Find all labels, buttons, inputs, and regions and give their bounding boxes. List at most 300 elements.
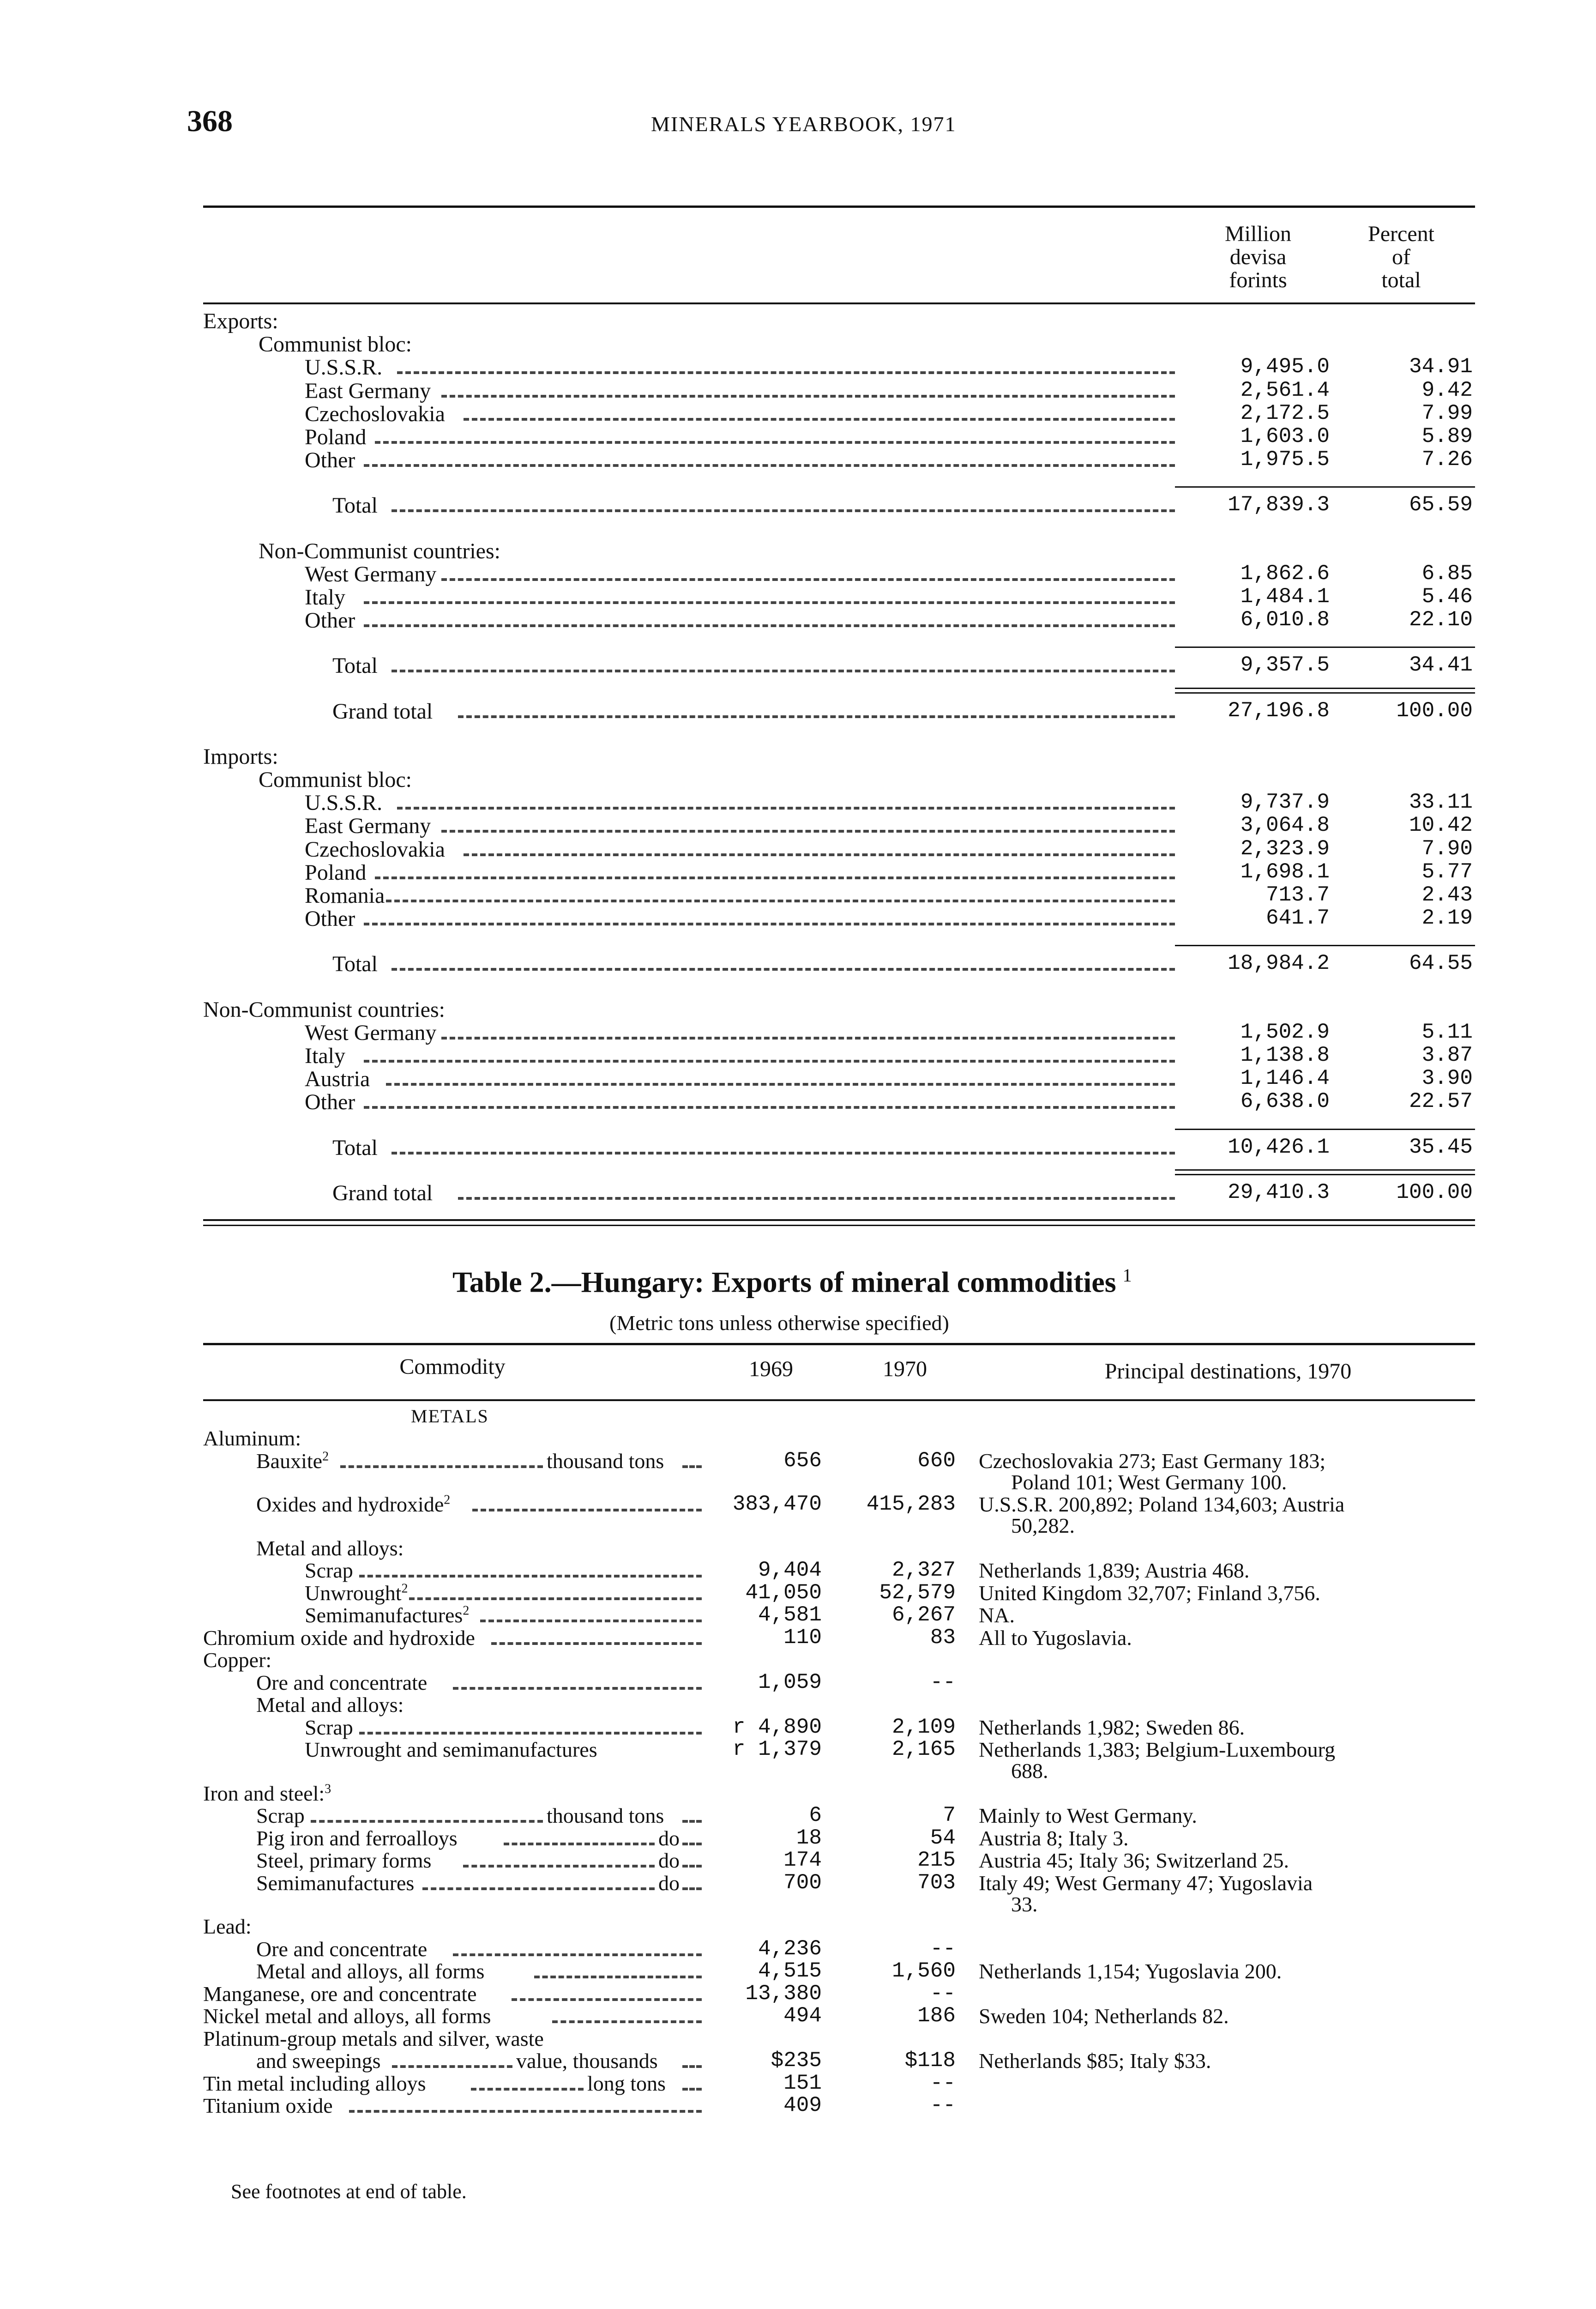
row-label: U.S.S.R. xyxy=(305,355,383,380)
value-percent: 7.90 xyxy=(1421,836,1473,861)
leader-dots xyxy=(397,807,1175,810)
table-row xyxy=(0,1089,1596,1113)
table-row xyxy=(0,883,1596,907)
row-label: Italy xyxy=(305,585,345,610)
table-row xyxy=(0,1492,1596,1537)
table2-header-rule xyxy=(203,1399,1475,1401)
table-row xyxy=(0,1180,1596,1204)
table-row xyxy=(0,538,1596,562)
commodity-label xyxy=(203,1626,475,1650)
table-row xyxy=(0,2049,1596,2073)
footnote-ref: 2 xyxy=(322,1449,329,1464)
value-percent: 7.99 xyxy=(1421,401,1473,425)
table-row xyxy=(0,1803,1596,1827)
col-header-line: of xyxy=(1392,245,1410,269)
value-1969: 110 xyxy=(783,1625,822,1650)
value-million-forints: 10,426.1 xyxy=(1228,1135,1330,1159)
value-million-forints: 29,410.3 xyxy=(1228,1180,1330,1204)
destination-text: Netherlands $85; Italy $33. xyxy=(979,2049,1211,2073)
subtotal-rule xyxy=(1175,1129,1475,1130)
table-row xyxy=(0,997,1596,1021)
table-row xyxy=(0,1020,1596,1044)
row-label: Total xyxy=(332,493,378,518)
commodity-label xyxy=(203,2004,491,2028)
commodity-name: Manganese, ore and concentrate xyxy=(203,1982,477,2006)
commodity-name: Oxides and hydroxide xyxy=(256,1493,444,1516)
commodity-name: Titanium oxide xyxy=(203,2094,333,2117)
commodity-label xyxy=(256,1670,427,1695)
footnote: See footnotes at end of table. xyxy=(231,2180,467,2203)
commodity-name: Scrap xyxy=(305,1715,353,1739)
unit-label: long tons xyxy=(587,2071,666,2095)
col-header-line: Percent xyxy=(1368,222,1434,246)
commodity-label xyxy=(305,1603,469,1627)
commodity-name: Semimanufactures xyxy=(256,1871,415,1895)
footnote-ref: 2 xyxy=(444,1493,451,1507)
value-1970: 52,579 xyxy=(879,1580,956,1605)
commodity-name: Platinum-group metals and silver, waste xyxy=(203,2026,544,2050)
commodity-label xyxy=(305,1737,597,1762)
table-row xyxy=(0,355,1596,379)
leader-dots xyxy=(364,1106,1175,1109)
row-label: Other xyxy=(305,448,355,473)
value-1969: 174 xyxy=(783,1848,822,1872)
destination-text: Netherlands 1,154; Yugoslavia 200. xyxy=(979,1959,1282,1983)
table-row xyxy=(0,1558,1596,1582)
table-row xyxy=(0,1135,1596,1159)
value-percent: 35.45 xyxy=(1409,1135,1473,1159)
leader-dots xyxy=(441,830,1175,833)
value-1969: 4,581 xyxy=(758,1603,822,1627)
subtotal-rule xyxy=(1175,486,1475,488)
row-label: Imports: xyxy=(203,744,278,769)
value-percent: 6.85 xyxy=(1421,561,1473,586)
table-row xyxy=(0,308,1596,332)
commodity-label xyxy=(256,1803,305,1828)
value-percent: 2.19 xyxy=(1421,906,1473,931)
value-million-forints: 6,638.0 xyxy=(1240,1089,1330,1114)
value-percent: 22.57 xyxy=(1409,1089,1473,1114)
row-label: Grand total xyxy=(332,699,433,724)
commodity-label xyxy=(203,2071,426,2096)
col-header-line: forints xyxy=(1229,268,1287,292)
table-row xyxy=(0,424,1596,448)
value-million-forints: 9,357.5 xyxy=(1240,653,1330,677)
value-percent: 2.43 xyxy=(1421,883,1473,907)
value-1969: 656 xyxy=(783,1448,822,1473)
destination-text: NA. xyxy=(979,1603,1015,1627)
value-1969: 700 xyxy=(783,1870,822,1895)
value-million-forints: 9,495.0 xyxy=(1240,355,1330,379)
destination-text: United Kingdom 32,707; Finland 3,756. xyxy=(979,1581,1320,1605)
value-percent: 65.59 xyxy=(1409,493,1473,517)
row-label: Total xyxy=(332,1135,378,1160)
value-percent: 64.55 xyxy=(1409,951,1473,976)
row-label: Non-Communist countries: xyxy=(203,997,445,1022)
table-row xyxy=(0,767,1596,791)
table-row xyxy=(0,653,1596,677)
leader-dots xyxy=(534,1976,702,1978)
commodity-label xyxy=(203,1648,271,1672)
leader-dots xyxy=(682,1465,702,1468)
col-header-line: Million xyxy=(1224,222,1292,246)
value-1969: r 1,379 xyxy=(732,1737,822,1761)
value-percent: 34.91 xyxy=(1409,355,1473,379)
commodity-label xyxy=(256,2049,381,2073)
value-million-forints: 641.7 xyxy=(1265,906,1330,931)
value-million-forints: 1,603.0 xyxy=(1240,424,1330,448)
table-row xyxy=(0,1781,1596,1805)
value-1970: 186 xyxy=(917,2004,956,2028)
commodity-name: Metal and alloys: xyxy=(256,1536,404,1560)
commodity-name: Copper: xyxy=(203,1648,272,1672)
leader-dots xyxy=(349,2110,702,2113)
leader-dots xyxy=(472,1509,702,1511)
table-row xyxy=(0,790,1596,814)
value-1969: $235 xyxy=(771,2049,822,2073)
value-million-forints: 1,138.8 xyxy=(1240,1043,1330,1067)
col-header-1969: 1969 xyxy=(749,1357,793,1381)
value-million-forints: 3,064.8 xyxy=(1240,813,1330,838)
leader-dots xyxy=(359,1575,702,1578)
commodity-name: Aluminum: xyxy=(203,1427,301,1450)
leader-dots xyxy=(682,2088,702,2091)
leader-dots xyxy=(471,2088,584,2091)
commodity-name: Unwrought and semimanufactures xyxy=(305,1738,597,1761)
value-1970: $118 xyxy=(904,2049,956,2073)
value-1970: 2,109 xyxy=(891,1715,956,1739)
commodity-label xyxy=(203,1914,252,1939)
commodity-label xyxy=(256,1449,329,1473)
leader-dots xyxy=(409,1597,702,1600)
table-row xyxy=(0,447,1596,471)
value-million-forints: 1,502.9 xyxy=(1240,1020,1330,1044)
leader-dots xyxy=(375,441,1175,444)
destination-text: 50,282. xyxy=(1011,1514,1075,1537)
destination-text: U.S.S.R. 200,892; Poland 134,603; Austria xyxy=(979,1493,1345,1516)
table-row xyxy=(0,837,1596,861)
value-million-forints: 2,561.4 xyxy=(1240,378,1330,402)
leader-dots xyxy=(453,1687,702,1690)
footnote-ref: 2 xyxy=(401,1581,408,1596)
value-million-forints: 1,698.1 xyxy=(1240,859,1330,884)
destination-text: Netherlands 1,982; Sweden 86. xyxy=(979,1715,1245,1739)
value-percent: 100.00 xyxy=(1396,1180,1473,1204)
leader-dots xyxy=(682,2065,702,2068)
col-header-line: devisa xyxy=(1229,245,1287,269)
table-row xyxy=(0,906,1596,930)
value-percent: 3.87 xyxy=(1421,1043,1473,1067)
value-1970: -- xyxy=(930,1670,956,1694)
row-label: Communist bloc: xyxy=(259,332,412,357)
destination-text: Netherlands 1,839; Austria 468. xyxy=(979,1559,1250,1582)
destination-text: All to Yugoslavia. xyxy=(979,1626,1132,1650)
value-percent: 5.11 xyxy=(1421,1020,1473,1044)
table-row xyxy=(0,951,1596,975)
value-1969: 151 xyxy=(783,2071,822,2095)
commodity-label xyxy=(203,1982,477,2006)
commodity-name: Iron and steel: xyxy=(203,1781,325,1805)
destination-text: Poland 101; West Germany 100. xyxy=(1011,1470,1287,1494)
value-1970: 2,165 xyxy=(891,1737,956,1761)
table1-bottom-rule xyxy=(203,1219,1475,1221)
row-label: Romania xyxy=(305,883,385,908)
value-1969: 1,059 xyxy=(758,1670,822,1694)
row-label: Total xyxy=(332,653,378,678)
col-header-million-forints xyxy=(1196,223,1320,292)
footnote-ref: 3 xyxy=(325,1782,331,1796)
table-row xyxy=(0,2071,1596,2095)
row-label: Communist bloc: xyxy=(259,768,412,792)
commodity-name: Lead: xyxy=(203,1915,252,1938)
leader-dots xyxy=(397,371,1175,374)
value-1970: 83 xyxy=(930,1625,956,1650)
table2-subtitle: (Metric tons unless otherwise specified) xyxy=(609,1311,949,1335)
leader-dots xyxy=(391,670,1175,672)
row-label: Italy xyxy=(305,1044,345,1068)
leader-dots xyxy=(480,1620,702,1622)
commodity-name: Unwrought xyxy=(305,1581,402,1605)
row-label: East Germany xyxy=(305,814,431,839)
leader-dots xyxy=(391,1152,1175,1154)
commodity-label xyxy=(256,1937,427,1961)
commodity-label xyxy=(305,1581,408,1605)
table-row xyxy=(0,1692,1596,1717)
table-row xyxy=(0,1043,1596,1067)
table-row xyxy=(0,813,1596,837)
table-row xyxy=(0,1603,1596,1627)
leader-dots xyxy=(340,1465,543,1468)
table-row xyxy=(0,1737,1596,1783)
table-row xyxy=(0,2026,1596,2050)
commodity-name: Ore and concentrate xyxy=(256,1937,428,1961)
unit-label: value, thousands xyxy=(516,2049,658,2073)
leader-dots xyxy=(386,1083,1175,1086)
table-row xyxy=(0,1670,1596,1694)
footnote-ref: 2 xyxy=(463,1603,470,1618)
value-1969: 4,236 xyxy=(758,1936,822,1961)
leader-dots xyxy=(364,464,1175,467)
leader-dots xyxy=(504,1843,655,1845)
table-row xyxy=(0,1536,1596,1560)
value-1969: 41,050 xyxy=(745,1580,822,1605)
leader-dots xyxy=(453,1953,702,1956)
row-label: East Germany xyxy=(305,378,431,403)
commodity-name: Semimanufactures xyxy=(305,1603,463,1627)
row-label: West Germany xyxy=(305,1020,437,1045)
subtotal-rule xyxy=(1175,1169,1475,1171)
leader-dots xyxy=(441,395,1175,398)
commodity-name: Ore and concentrate xyxy=(256,1670,428,1694)
value-million-forints: 9,737.9 xyxy=(1240,790,1330,815)
value-million-forints: 1,484.1 xyxy=(1240,585,1330,609)
leader-dots xyxy=(364,923,1175,925)
value-percent: 5.77 xyxy=(1421,859,1473,884)
value-million-forints: 713.7 xyxy=(1265,883,1330,907)
subtotal-rule xyxy=(1175,688,1475,689)
row-label: West Germany xyxy=(305,562,437,586)
leader-dots xyxy=(458,715,1175,718)
leader-dots xyxy=(464,418,1175,421)
unit-label: do xyxy=(658,1871,680,1895)
value-million-forints: 2,172.5 xyxy=(1240,401,1330,425)
leader-dots xyxy=(682,1887,702,1890)
running-title: MINERALS YEARBOOK, 1971 xyxy=(651,112,957,136)
section-label-metals: METALS xyxy=(411,1406,489,1427)
value-percent: 5.89 xyxy=(1421,424,1473,448)
table-row xyxy=(0,1982,1596,2006)
value-percent: 34.41 xyxy=(1409,653,1473,677)
commodity-label xyxy=(256,1692,404,1717)
destination-text: Sweden 104; Netherlands 82. xyxy=(979,2004,1229,2028)
leader-dots xyxy=(364,1060,1175,1063)
row-label: Total xyxy=(332,952,378,977)
row-label: Exports: xyxy=(203,309,278,333)
leader-dots xyxy=(682,1865,702,1868)
commodity-name: Pig iron and ferroalloys xyxy=(256,1826,458,1850)
table-row xyxy=(0,1648,1596,1672)
table-row xyxy=(0,1626,1596,1650)
leader-dots xyxy=(386,900,1175,902)
row-label: Poland xyxy=(305,860,367,885)
table-row xyxy=(0,493,1596,517)
row-label: Other xyxy=(305,907,355,931)
commodity-label xyxy=(203,1781,331,1806)
leader-dots xyxy=(391,968,1175,971)
unit-label: do xyxy=(658,1849,680,1872)
commodity-name: Bauxite xyxy=(256,1449,323,1473)
value-1970: 7 xyxy=(943,1803,956,1827)
table1-top-rule xyxy=(203,206,1475,208)
value-1970: 2,327 xyxy=(891,1558,956,1582)
value-1970: -- xyxy=(930,1981,956,2006)
leader-dots xyxy=(391,509,1175,512)
table1-header-rule xyxy=(203,302,1475,304)
page-number: 368 xyxy=(187,104,233,138)
leader-dots xyxy=(682,1820,702,1823)
leader-dots xyxy=(422,1887,655,1890)
table-row xyxy=(0,2093,1596,2117)
commodity-label xyxy=(305,1715,353,1740)
value-percent: 5.46 xyxy=(1421,585,1473,609)
table-row xyxy=(0,2004,1596,2028)
leader-dots xyxy=(464,853,1175,856)
row-label: Other xyxy=(305,1090,355,1115)
subtotal-rule xyxy=(1175,647,1475,648)
value-1969: 9,404 xyxy=(758,1558,822,1582)
value-percent: 7.26 xyxy=(1421,447,1473,472)
commodity-label xyxy=(203,2026,544,2051)
commodity-name: Nickel metal and alloys, all forms xyxy=(203,2004,491,2028)
value-percent: 3.90 xyxy=(1421,1066,1473,1091)
table-row xyxy=(0,744,1596,768)
commodity-name: Metal and alloys, all forms xyxy=(256,1959,485,1983)
table2-title: Table 2.—Hungary: Exports of mineral commodities $^1$ xyxy=(452,1265,1132,1299)
leader-dots xyxy=(512,1998,702,2001)
commodity-label xyxy=(203,1426,301,1451)
table-row xyxy=(0,1066,1596,1090)
unit-label: do xyxy=(658,1826,680,1850)
value-1970: 54 xyxy=(930,1825,956,1850)
commodity-name: Steel, primary forms xyxy=(256,1849,432,1872)
row-label: Austria xyxy=(305,1067,370,1092)
destination-text: Italy 49; West Germany 47; Yugoslavia xyxy=(979,1871,1313,1895)
value-1970: -- xyxy=(930,2071,956,2095)
value-1969: 18 xyxy=(796,1825,822,1850)
value-percent: 33.11 xyxy=(1409,790,1473,815)
table-row xyxy=(0,699,1596,723)
value-million-forints: 1,862.6 xyxy=(1240,561,1330,586)
value-1970: 703 xyxy=(917,1870,956,1895)
subtotal-rule xyxy=(1175,692,1475,694)
col-header-1970: 1970 xyxy=(883,1357,927,1381)
col-header-destinations: Principal destinations, 1970 xyxy=(1104,1359,1352,1384)
value-1969: 4,515 xyxy=(758,1959,822,1983)
value-million-forints: 17,839.3 xyxy=(1228,493,1330,517)
value-million-forints: 18,984.2 xyxy=(1228,951,1330,976)
value-1969: 13,380 xyxy=(745,1981,822,2006)
row-label: U.S.S.R. xyxy=(305,791,383,816)
destination-text: Mainly to West Germany. xyxy=(979,1804,1197,1827)
value-percent: 22.10 xyxy=(1409,608,1473,632)
leader-dots xyxy=(441,578,1175,581)
value-percent: 9.42 xyxy=(1421,378,1473,402)
col-header-percent-total xyxy=(1339,223,1464,292)
row-label: Non-Communist countries: xyxy=(259,538,500,563)
destination-text: Czechoslovakia 273; East Germany 183; xyxy=(979,1449,1326,1473)
table-row xyxy=(0,401,1596,425)
row-label: Czechoslovakia xyxy=(305,837,445,862)
commodity-name: Tin metal including alloys xyxy=(203,2071,426,2095)
value-million-forints: 6,010.8 xyxy=(1240,608,1330,632)
commodity-name: and sweepings xyxy=(256,2049,381,2073)
table-row xyxy=(0,1826,1596,1850)
commodity-name: Chromium oxide and hydroxide xyxy=(203,1626,475,1650)
leader-dots xyxy=(359,1732,702,1735)
row-label: Poland xyxy=(305,425,367,449)
commodity-label xyxy=(256,1826,458,1850)
leader-dots xyxy=(364,601,1175,604)
col-header-line: total xyxy=(1381,268,1421,292)
value-million-forints: 1,975.5 xyxy=(1240,447,1330,472)
commodity-label xyxy=(256,1848,431,1873)
commodity-name: Metal and alloys: xyxy=(256,1693,404,1717)
leader-dots xyxy=(441,1037,1175,1040)
col-header-commodity: Commodity xyxy=(399,1354,506,1379)
leader-dots xyxy=(392,2065,512,2068)
unit-label: thousand tons xyxy=(547,1804,664,1827)
leader-dots xyxy=(463,1865,655,1868)
table-row xyxy=(0,1914,1596,1938)
subtotal-rule xyxy=(1175,1174,1475,1175)
value-1970: 1,560 xyxy=(891,1959,956,1983)
value-percent: 10.42 xyxy=(1409,813,1473,838)
table-row xyxy=(0,1715,1596,1739)
unit-label: thousand tons xyxy=(547,1449,664,1473)
value-1969: 494 xyxy=(783,2004,822,2028)
value-million-forints: 1,146.4 xyxy=(1240,1066,1330,1091)
table-row xyxy=(0,1581,1596,1605)
commodity-name: Scrap xyxy=(256,1804,305,1827)
value-1970: 415,283 xyxy=(866,1492,956,1516)
value-1970: 660 xyxy=(917,1448,956,1473)
table-row xyxy=(0,1426,1596,1450)
table-row xyxy=(0,608,1596,632)
leader-dots xyxy=(364,624,1175,627)
leader-dots xyxy=(311,1820,543,1823)
row-label: Grand total xyxy=(332,1180,433,1205)
value-1970: -- xyxy=(930,1936,956,1961)
